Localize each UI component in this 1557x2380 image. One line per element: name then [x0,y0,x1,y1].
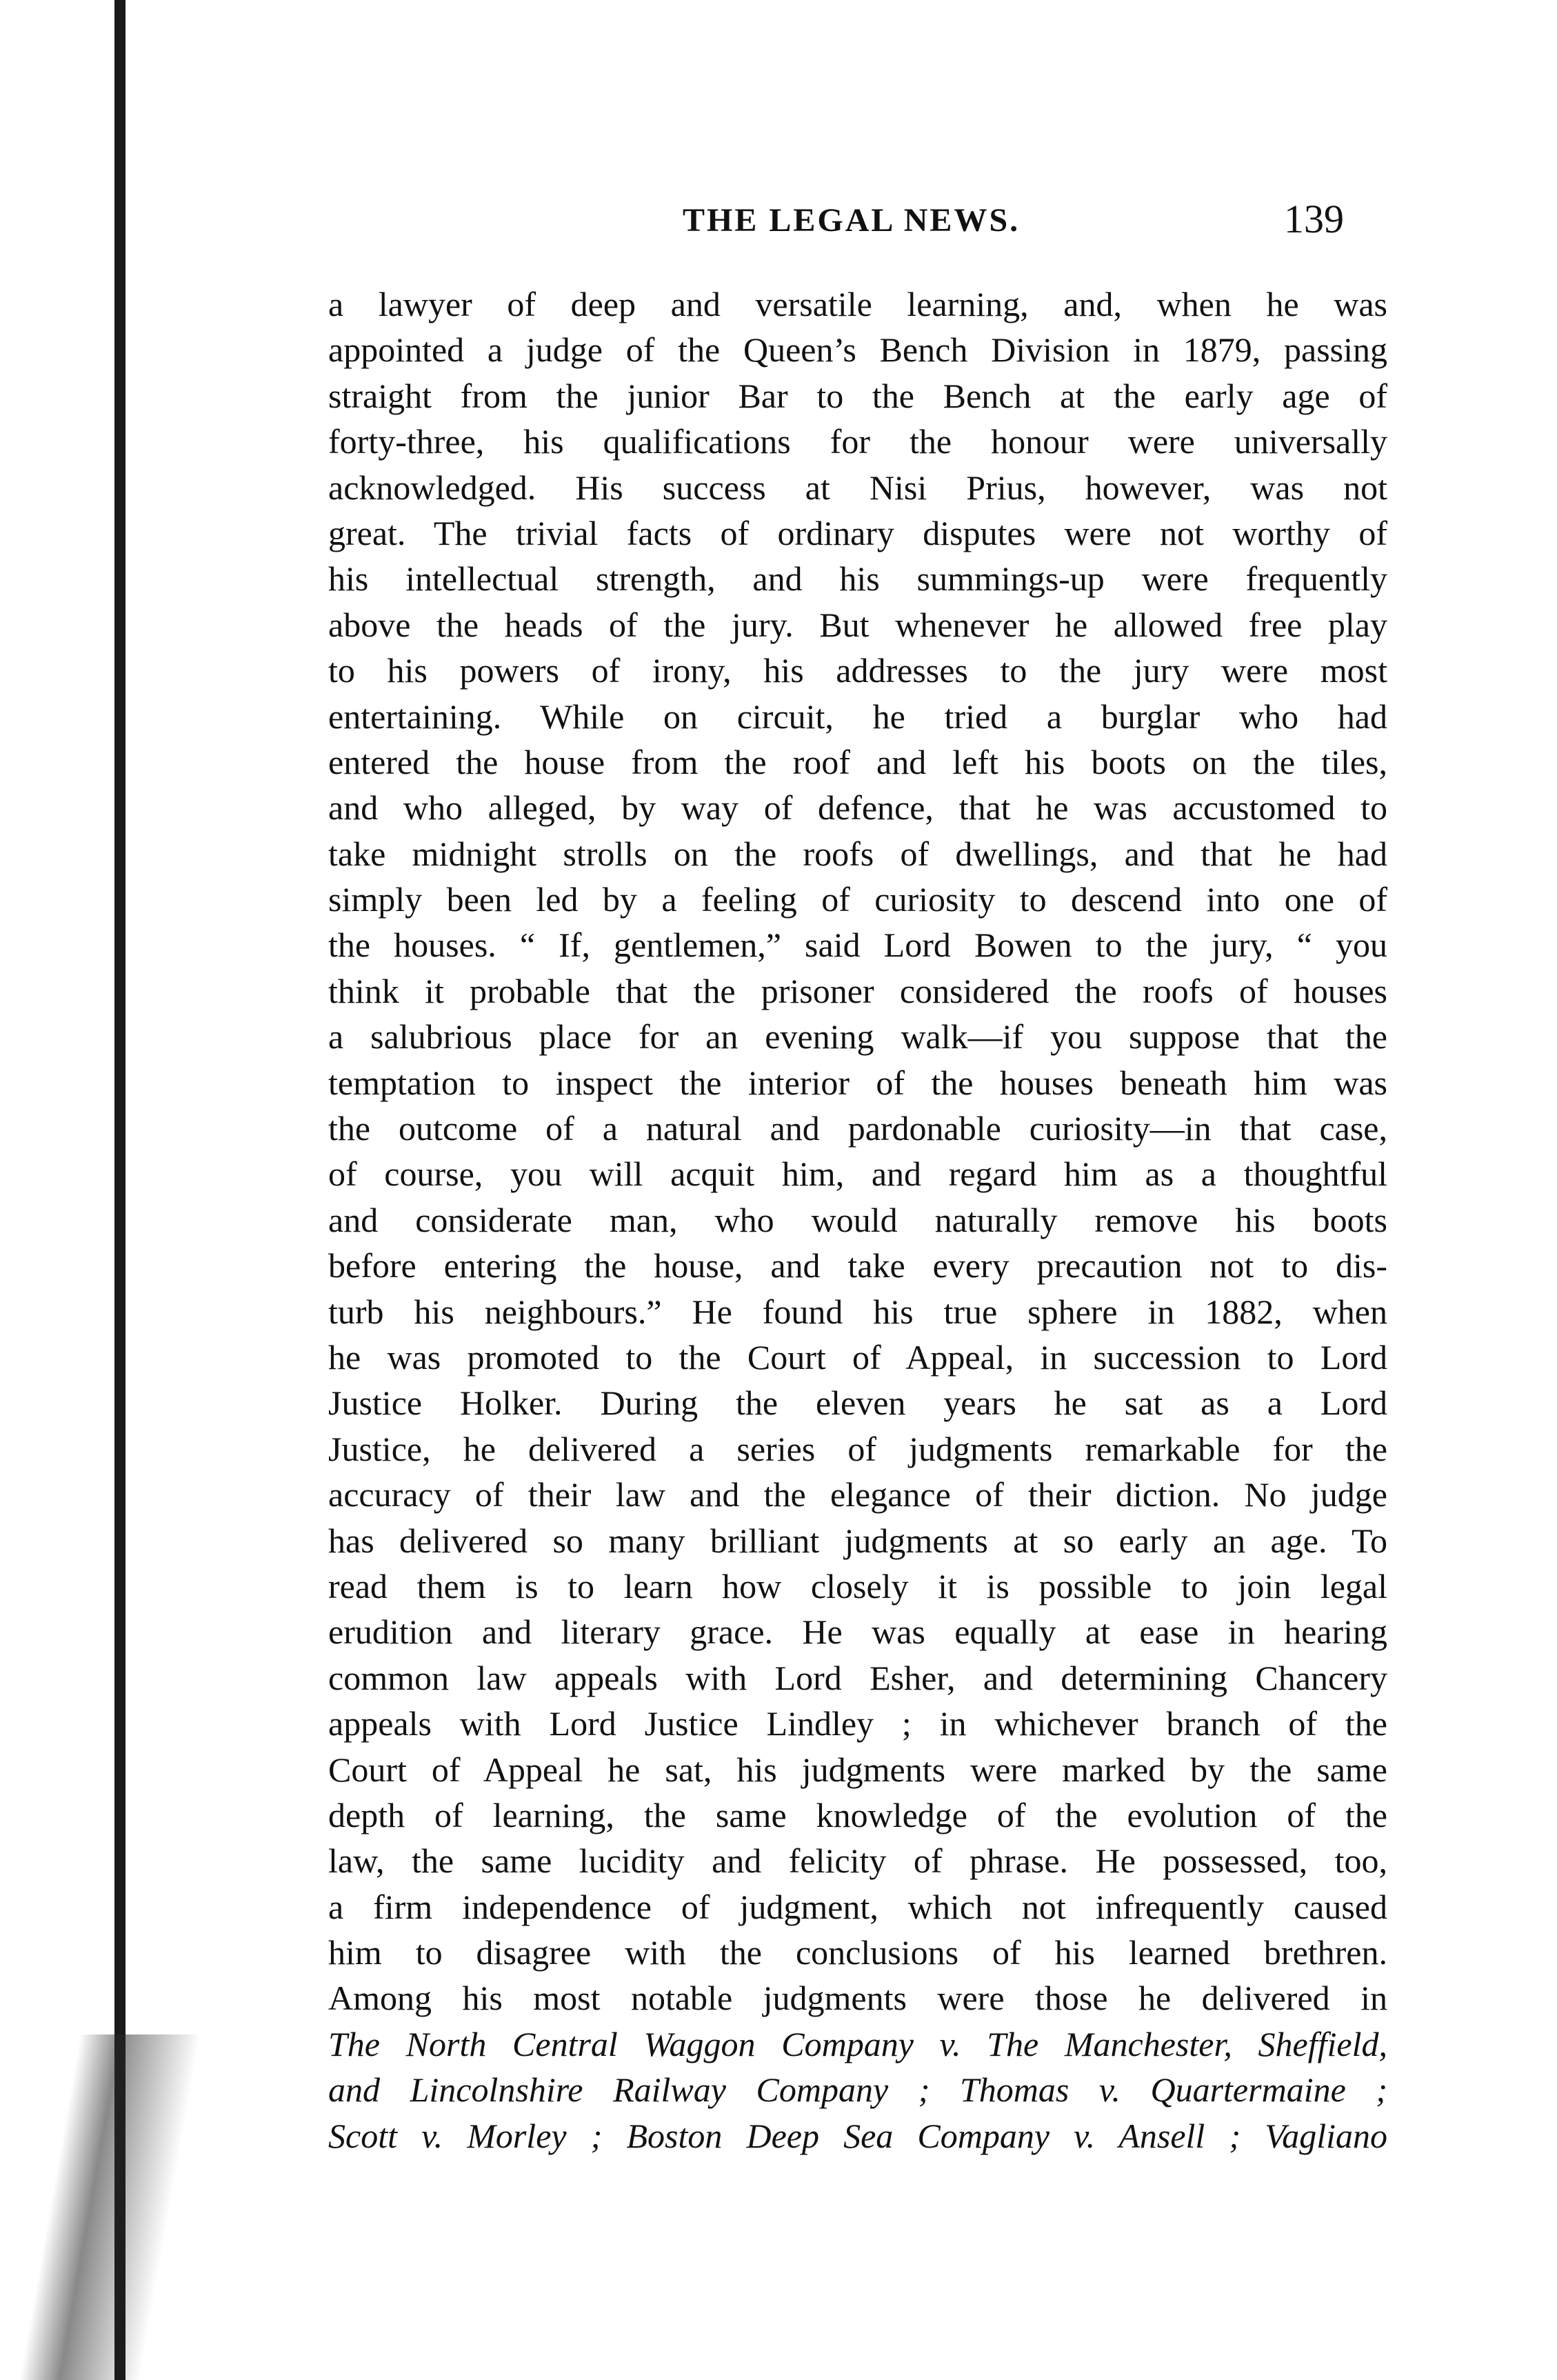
text-line: a salubrious place for an evening walk—if you suppose that the [328,1017,1387,1057]
page-number: 139 [1284,197,1344,241]
text-line: straight from the junior Bar to the Bench at the early age of [328,376,1387,415]
text-line: to his powers of irony, his addresses to the jury were most [328,651,1387,690]
text-line: Court of Appeal he sat, his judgments were marked by the same [328,1750,1387,1789]
text-line: Justice Holker. During the eleven years he sat as a Lord [328,1383,1387,1423]
text-line: common law appeals with Lord Esher, and determining Chancery [328,1658,1387,1697]
text-line: a firm independence of judgment, which not infrequently caused [328,1887,1387,1926]
text-line: entered the house from the roof and left his boots on the tiles, [328,742,1387,781]
text-line: his intellectual strength, and his summings-up were frequently [328,559,1387,599]
text-line: great. The trivial facts of ordinary disputes were not worthy of [328,513,1387,552]
text-line: and considerate man, who would naturally remove his boots [328,1200,1387,1239]
binding-edge [114,0,125,2380]
text-line: depth of learning, the same knowledge of the evolution of the [328,1795,1387,1834]
text-line: appointed a judge of the Queen’s Bench Division in 1879, passing [328,330,1387,370]
citation-line: and Lincolnshire Railway Company ; Thomas v. Quartermaine ; [328,2070,1387,2110]
text-line: forty-three, his qualifications for the honour were universally [328,422,1387,461]
text-line: Among his most notable judgments were those he delivered in [328,1979,1387,2018]
text-line: a lawyer of deep and versatile learning, and, when he was [328,285,1387,323]
text-line: take midnight strolls on the roofs of dwellings, and that he had [328,834,1387,873]
text-line: him to disagree with the conclusions of his learned brethren. [328,1933,1387,1972]
text-line: acknowledged. His success at Nisi Prius, however, was not [328,468,1387,507]
text-line: Justice, he delivered a series of judgments remarkable for the [328,1429,1387,1468]
text-line: accuracy of their law and the elegance of their diction. No judge [328,1475,1387,1514]
text-line: read them is to learn how closely it is possible to join legal [328,1566,1387,1606]
text-line: the outcome of a natural and pardonable curiosity—in that case, [328,1109,1387,1148]
text-line: appeals with Lord Justice Lindley ; in whichever branch of the [328,1704,1387,1743]
citation-line: The North Central Waggon Company v. The Manchester, Sheffield, [328,2024,1387,2063]
text-line: has delivered so many brilliant judgments at so early an age. To [328,1521,1387,1560]
text-line: turb his neighbours.” He found his true sphere in 1882, when [328,1292,1387,1331]
text-line: erudition and literary grace. He was equally at ease in hearing [328,1612,1387,1652]
citation-line: Scott v. Morley ; Boston Deep Sea Company v. Ansell ; Vagliano [328,2116,1387,2155]
text-line: simply been led by a feeling of curiosity to descend into one of [328,880,1387,919]
text-line: temptation to inspect the interior of the houses beneath him was [328,1063,1387,1102]
text-line: law, the same lucidity and felicity of phrase. He possessed, too, [328,1841,1387,1881]
running-head: THE LEGAL NEWS. [683,202,1021,239]
text-line: entertaining. While on circuit, he tried a burglar who had [328,697,1387,736]
text-line: think it probable that the prisoner considered the roofs of houses [328,971,1387,1010]
text-line: he was promoted to the Court of Appeal, in succession to Lord [328,1337,1387,1377]
text-line: of course, you will acquit him, and regard him as a thoughtful [328,1154,1387,1194]
text-line: the houses. “ If, gentlemen,” said Lord Bowen to the jury, “ you [328,926,1387,965]
body-text [328,281,1387,2159]
text-line: before entering the house, and take every precaution not to dis- [328,1246,1387,1286]
text-line: and who alleged, by way of defence, that he was accustomed to [328,788,1387,828]
text-line: above the heads of the jury. But whenever he allowed free play [328,605,1387,644]
binding-shadow [0,2034,207,2380]
